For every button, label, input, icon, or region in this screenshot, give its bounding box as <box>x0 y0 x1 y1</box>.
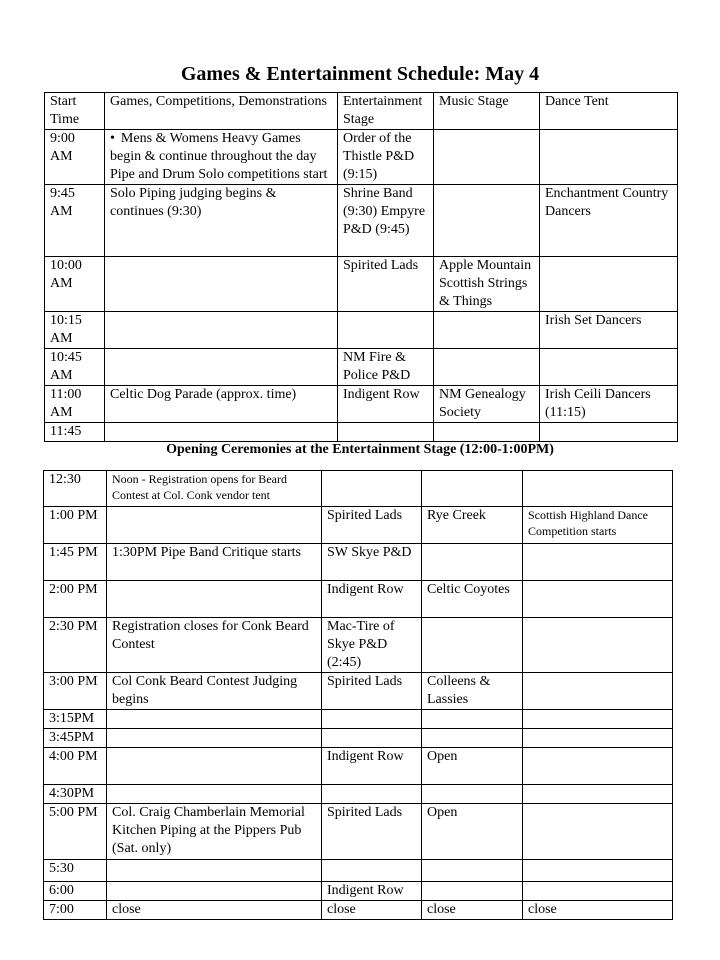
cell-games: Registration closes for Conk Beard Contest <box>107 618 322 673</box>
cell-entertainment: SW Skye P&D <box>322 544 422 581</box>
cell-entertainment: NM Fire & Police P&D <box>338 349 434 386</box>
cell-games: close <box>107 901 322 920</box>
bullet-icon: • <box>110 131 115 146</box>
morning-schedule-table <box>44 92 678 442</box>
cell-entertainment: Order of the Thistle P&D (9:15) <box>338 130 434 185</box>
header-music-stage: Music Stage <box>434 93 540 130</box>
cell-games: Solo Piping judging begins & continues (9:30) <box>105 185 338 257</box>
cell-time: 3:15PM <box>44 710 107 729</box>
cell-dance <box>540 257 678 312</box>
cell-dance <box>523 471 673 507</box>
cell-music <box>434 130 540 185</box>
cell-music: Open <box>422 804 523 860</box>
cell-games: Celtic Dog Parade (approx. time) <box>105 386 338 423</box>
cell-entertainment <box>322 710 422 729</box>
cell-dance <box>523 581 673 618</box>
table-row <box>45 312 678 349</box>
cell-games: 1:30PM Pipe Band Critique starts <box>107 544 322 581</box>
cell-music: Apple Mountain Scottish Strings & Things <box>434 257 540 312</box>
cell-time: 6:00 <box>44 882 107 901</box>
cell-entertainment <box>338 423 434 442</box>
cell-music <box>422 729 523 748</box>
cell-games: Col Conk Beard Contest Judging begins <box>107 673 322 710</box>
cell-entertainment <box>322 860 422 882</box>
table-row <box>44 729 673 748</box>
cell-games <box>107 882 322 901</box>
cell-dance <box>540 423 678 442</box>
cell-time: 11:00 AM <box>45 386 105 423</box>
cell-entertainment: Spirited Lads <box>322 673 422 710</box>
cell-entertainment <box>322 785 422 804</box>
cell-games: Noon - Registration opens for Beard Contest at Col. Conk vendor tent <box>107 471 322 507</box>
cell-dance <box>540 130 678 185</box>
header-entertainment-stage: Entertainment Stage <box>338 93 434 130</box>
cell-entertainment <box>338 312 434 349</box>
cell-time: 10:00 AM <box>45 257 105 312</box>
table-row <box>44 804 673 860</box>
cell-time: 4:30PM <box>44 785 107 804</box>
cell-music <box>422 882 523 901</box>
cell-entertainment: Shrine Band (9:30) Empyre P&D (9:45) <box>338 185 434 257</box>
cell-music: Celtic Coyotes <box>422 581 523 618</box>
cell-time: 3:45PM <box>44 729 107 748</box>
page-title: Games & Entertainment Schedule: May 4 <box>180 63 540 85</box>
table-row <box>44 785 673 804</box>
cell-games <box>107 581 322 618</box>
cell-entertainment: Indigent Row <box>322 581 422 618</box>
cell-games <box>105 312 338 349</box>
header-row <box>45 93 678 130</box>
cell-dance <box>523 785 673 804</box>
cell-entertainment: close <box>322 901 422 920</box>
cell-dance <box>523 710 673 729</box>
cell-entertainment <box>322 729 422 748</box>
cell-dance: close <box>523 901 673 920</box>
table-row <box>45 386 678 423</box>
cell-dance <box>523 860 673 882</box>
cell-music: Open <box>422 748 523 785</box>
table-row <box>44 471 673 507</box>
cell-dance <box>540 349 678 386</box>
header-dance-tent: Dance Tent <box>540 93 678 130</box>
cell-dance <box>523 673 673 710</box>
cell-entertainment: Spirited Lads <box>322 804 422 860</box>
cell-music: Colleens & Lassies <box>422 673 523 710</box>
cell-time: 11:45 <box>45 423 105 442</box>
cell-entertainment: Mac-Tire of Skye P&D (2:45) <box>322 618 422 673</box>
cell-music <box>422 860 523 882</box>
cell-music <box>422 785 523 804</box>
cell-music <box>434 185 540 257</box>
cell-dance <box>523 882 673 901</box>
cell-dance <box>523 729 673 748</box>
table-row <box>45 349 678 386</box>
table-row <box>44 618 673 673</box>
cell-time: 12:30 <box>44 471 107 507</box>
cell-entertainment: Spirited Lads <box>338 257 434 312</box>
cell-games <box>107 860 322 882</box>
cell-dance <box>523 804 673 860</box>
table-row <box>44 581 673 618</box>
cell-games-text: Mens & Womens Heavy Games begin & continue throughout the day Pipe and Drum Solo competitions start <box>110 131 328 182</box>
table-row <box>44 748 673 785</box>
cell-time: 10:45 AM <box>45 349 105 386</box>
table-row <box>44 860 673 882</box>
cell-music: close <box>422 901 523 920</box>
cell-games <box>107 710 322 729</box>
cell-games: Col. Craig Chamberlain Memorial Kitchen Piping at the Pippers Pub (Sat. only) <box>107 804 322 860</box>
table-row <box>44 507 673 544</box>
cell-time: 4:00 PM <box>44 748 107 785</box>
cell-time: 1:00 PM <box>44 507 107 544</box>
cell-time: 2:00 PM <box>44 581 107 618</box>
opening-ceremonies-note: Opening Ceremonies at the Entertainment Stage (12:00-1:00PM) <box>166 442 554 457</box>
cell-time: 1:45 PM <box>44 544 107 581</box>
cell-games <box>105 130 338 185</box>
header-start-time: Start Time <box>45 93 105 130</box>
table-row <box>44 710 673 729</box>
header-games: Games, Competitions, Demonstrations <box>105 93 338 130</box>
table-row <box>44 544 673 581</box>
cell-games <box>107 748 322 785</box>
cell-time: 5:30 <box>44 860 107 882</box>
cell-music <box>434 349 540 386</box>
cell-time: 7:00 <box>44 901 107 920</box>
table-row <box>44 673 673 710</box>
cell-music <box>422 710 523 729</box>
cell-dance: Irish Set Dancers <box>540 312 678 349</box>
table-row <box>45 257 678 312</box>
cell-games <box>107 729 322 748</box>
cell-games <box>107 785 322 804</box>
table-row <box>44 901 673 920</box>
cell-time: 10:15 AM <box>45 312 105 349</box>
cell-time: 9:45 AM <box>45 185 105 257</box>
cell-music <box>434 312 540 349</box>
cell-entertainment: Indigent Row <box>322 748 422 785</box>
cell-time: 9:00 AM <box>45 130 105 185</box>
cell-dance <box>523 618 673 673</box>
cell-dance: Scottish Highland Dance Competition starts <box>523 507 673 544</box>
cell-dance: Irish Ceili Dancers (11:15) <box>540 386 678 423</box>
cell-games <box>105 349 338 386</box>
cell-games <box>105 423 338 442</box>
table-row <box>45 130 678 185</box>
cell-time: 3:00 PM <box>44 673 107 710</box>
cell-dance: Enchantment Country Dancers <box>540 185 678 257</box>
cell-dance <box>523 544 673 581</box>
cell-time: 5:00 PM <box>44 804 107 860</box>
cell-music <box>422 618 523 673</box>
cell-music <box>434 423 540 442</box>
cell-entertainment: Indigent Row <box>338 386 434 423</box>
afternoon-schedule-table <box>43 470 673 920</box>
cell-music <box>422 471 523 507</box>
table-row <box>45 185 678 257</box>
cell-music: NM Genealogy Society <box>434 386 540 423</box>
cell-games <box>107 507 322 544</box>
cell-music: Rye Creek <box>422 507 523 544</box>
cell-music <box>422 544 523 581</box>
cell-games <box>105 257 338 312</box>
table-row <box>45 423 678 442</box>
cell-dance <box>523 748 673 785</box>
cell-entertainment: Indigent Row <box>322 882 422 901</box>
cell-entertainment: Spirited Lads <box>322 507 422 544</box>
cell-entertainment <box>322 471 422 507</box>
table-row <box>44 882 673 901</box>
cell-time: 2:30 PM <box>44 618 107 673</box>
